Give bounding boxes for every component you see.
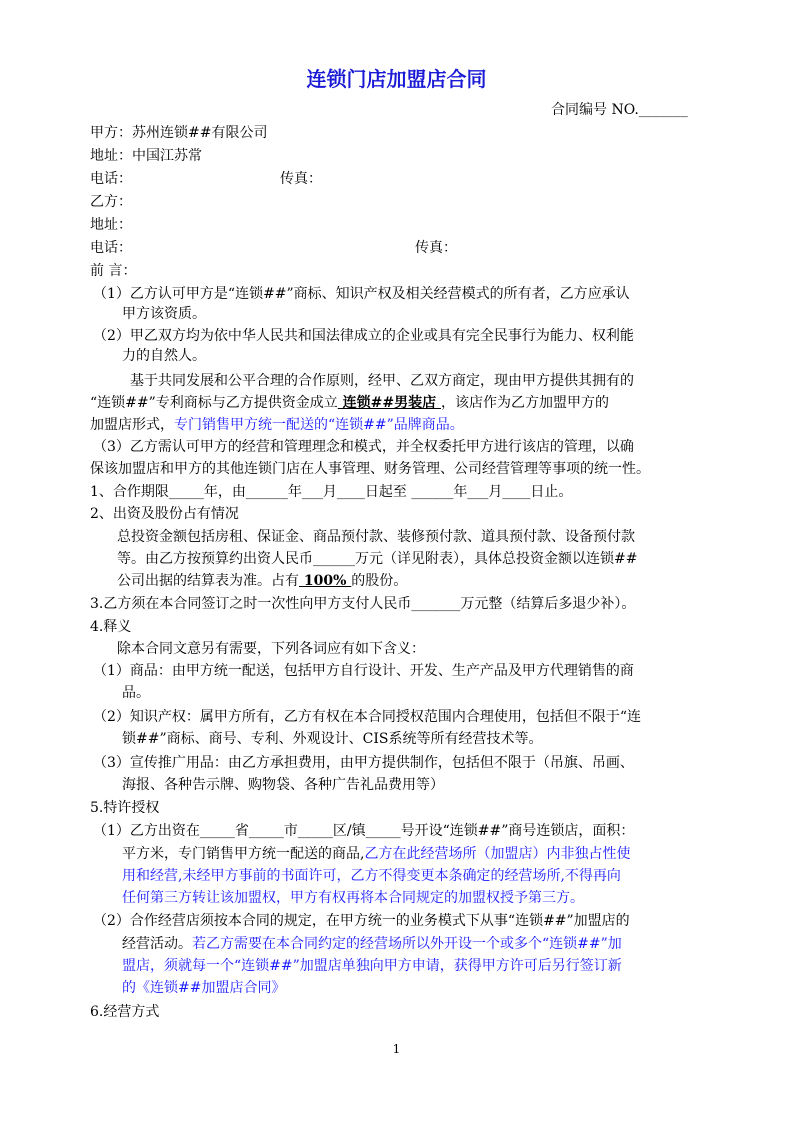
section-5-item-1-line-4: 任何第三方转让该加盟权，甲方有权再将本合同规定的加盟权授予第三方。 xyxy=(122,890,584,906)
preface-para-text: “连锁##”专利商标与乙方提供资金成立 xyxy=(90,395,338,411)
section-5-heading: 5.特许授权 xyxy=(90,800,160,816)
section-1-term: 1、合作期限_____年，由______年___月____日起至 ______年___月____日止。 xyxy=(90,484,573,500)
section-4-intro: 除本合同文意另有需要，下列各词应有如下含义： xyxy=(117,641,425,657)
party-a: 甲方：苏州连锁##有限公司 xyxy=(90,125,268,141)
section-5-text: 平方米，专门销售甲方统一配送的商品, xyxy=(122,846,365,862)
preface-para-line-3 xyxy=(90,416,464,434)
section-5-item-2-line-4: 的《连锁##加盟店合同》 xyxy=(122,980,286,996)
section-5-item-1-line-1: （1）乙方出资在_____省_____市_____区/镇_____号开设“连锁##”商号连锁店，面积： xyxy=(93,823,635,839)
preface-heading: 前 言： xyxy=(90,263,137,279)
address-a: 地址：中国江苏常 xyxy=(90,148,202,164)
address-b: 地址： xyxy=(90,217,132,233)
contract-number: 合同编号 NO._______ xyxy=(551,102,688,118)
fax-a: 传真： xyxy=(280,171,322,187)
section-3-payment: 3.乙方须在本合同签订之时一次性向甲方支付人民币_______万元整（结算后多退少补）。 xyxy=(90,596,636,612)
section-4-item-3-line-2: 海报、各种告示牌、购物袋、各种广告礼品费用等） xyxy=(122,777,444,793)
preface-para-line-1: 基于共同发展和公平合理的合作原则，经甲、乙双方商定，现由甲方提供其拥有的 xyxy=(130,373,634,389)
preface-para-blue-text: 专门销售甲方统一配送的“连锁##”品牌商品。 xyxy=(174,417,464,433)
section-5-item-1-line-3: 用和经营,未经甲方事前的书面许可，乙方不得变更本条确定的经营场所,不得再向 xyxy=(122,868,621,884)
page-title: 连锁门店加盟店合同 xyxy=(306,67,487,91)
section-2-text: 的股份。 xyxy=(351,573,408,589)
section-2-text: 公司出据的结算表为准。占有 xyxy=(117,573,299,589)
section-5-item-1-line-2 xyxy=(122,845,630,863)
section-2-heading: 2、出资及股份占有情况 xyxy=(90,506,239,522)
section-6-heading: 6.经营方式 xyxy=(90,1004,160,1020)
section-5-text: 经营活动。 xyxy=(122,936,192,952)
party-b: 乙方： xyxy=(90,194,132,210)
section-2-line-3 xyxy=(117,572,407,590)
section-5-item-2-line-1: （2）合作经营店须按本合同的规定，在甲方统一的业务模式下从事“连锁##”加盟店的 xyxy=(93,913,630,929)
preface-para-text: 加盟店形式， xyxy=(90,417,174,433)
preface-item-3-line-2: 保该加盟店和甲方的其他连锁门店在人事管理、财务管理、公司经营管理等事项的统一性。 xyxy=(90,461,650,477)
page-number: 1 xyxy=(392,1042,401,1056)
section-5-item-2-line-3: 盟店，须就每一个“连锁##”加盟店单独向甲方申请，获得甲方许可后另行签订新 xyxy=(122,958,622,974)
section-4-heading: 4.释义 xyxy=(90,619,132,635)
preface-item-3-line-1: （3）乙方需认可甲方的经营和管理理念和模式，并全权委托甲方进行该店的管理，以确 xyxy=(93,439,634,455)
section-4-item-3-line-1: （3）宣传推广用品：由乙方承担费用，由甲方提供制作，包括但不限于（吊旗、吊画、 xyxy=(93,755,634,771)
preface-item-1-line-2: 甲方该资质。 xyxy=(122,306,206,322)
preface-para-text: ，该店作为乙方加盟甲方的 xyxy=(441,395,609,411)
preface-para-line-2 xyxy=(90,394,609,412)
fax-b: 传真： xyxy=(415,240,457,256)
section-4-item-1-line-2: 品。 xyxy=(122,685,150,701)
share-percentage: 100% xyxy=(299,573,352,589)
section-5-blue-text: 若乙方需要在本合同约定的经营场所以外开设一个或多个“连锁##”加 xyxy=(192,936,622,952)
preface-item-1-line-1: （1）乙方认可甲方是“连锁##”商标、知识产权及相关经营模式的所有者，乙方应承认 xyxy=(93,286,630,302)
section-4-item-2-line-2: 锁##”商标、商号、专利、外观设计、CIS系统等所有经营技术等。 xyxy=(122,731,543,747)
section-4-item-2-line-1: （2）知识产权：属甲方所有，乙方有权在本合同授权范围内合理使用，包括但不限于“连 xyxy=(93,709,642,725)
section-4-item-1-line-1: （1）商品：由甲方统一配送，包括甲方自行设计、开发、生产产品及甲方代理销售的商 xyxy=(93,663,634,679)
phone-b: 电话： xyxy=(90,240,132,256)
store-name: 连锁##男装店 xyxy=(337,395,441,411)
section-5-blue-text: 乙方在此经营场所（加盟店）内非独占性使 xyxy=(364,846,631,862)
phone-a: 电话： xyxy=(90,171,132,187)
section-5-item-2-line-2 xyxy=(122,935,622,953)
section-2-line-2: 等。由乙方按预算约出资人民币______万元（详见附表），具体总投资金额以连锁## xyxy=(117,551,638,567)
preface-item-2-line-1: （2）甲乙双方均为依中华人民共和国法律成立的企业或具有完全民事行为能力、权利能 xyxy=(93,328,634,344)
section-2-line-1: 总投资金额包括房租、保证金、商品预付款、装修预付款、道具预付款、设备预付款 xyxy=(117,529,635,545)
preface-item-2-line-2: 力的自然人。 xyxy=(122,348,206,364)
